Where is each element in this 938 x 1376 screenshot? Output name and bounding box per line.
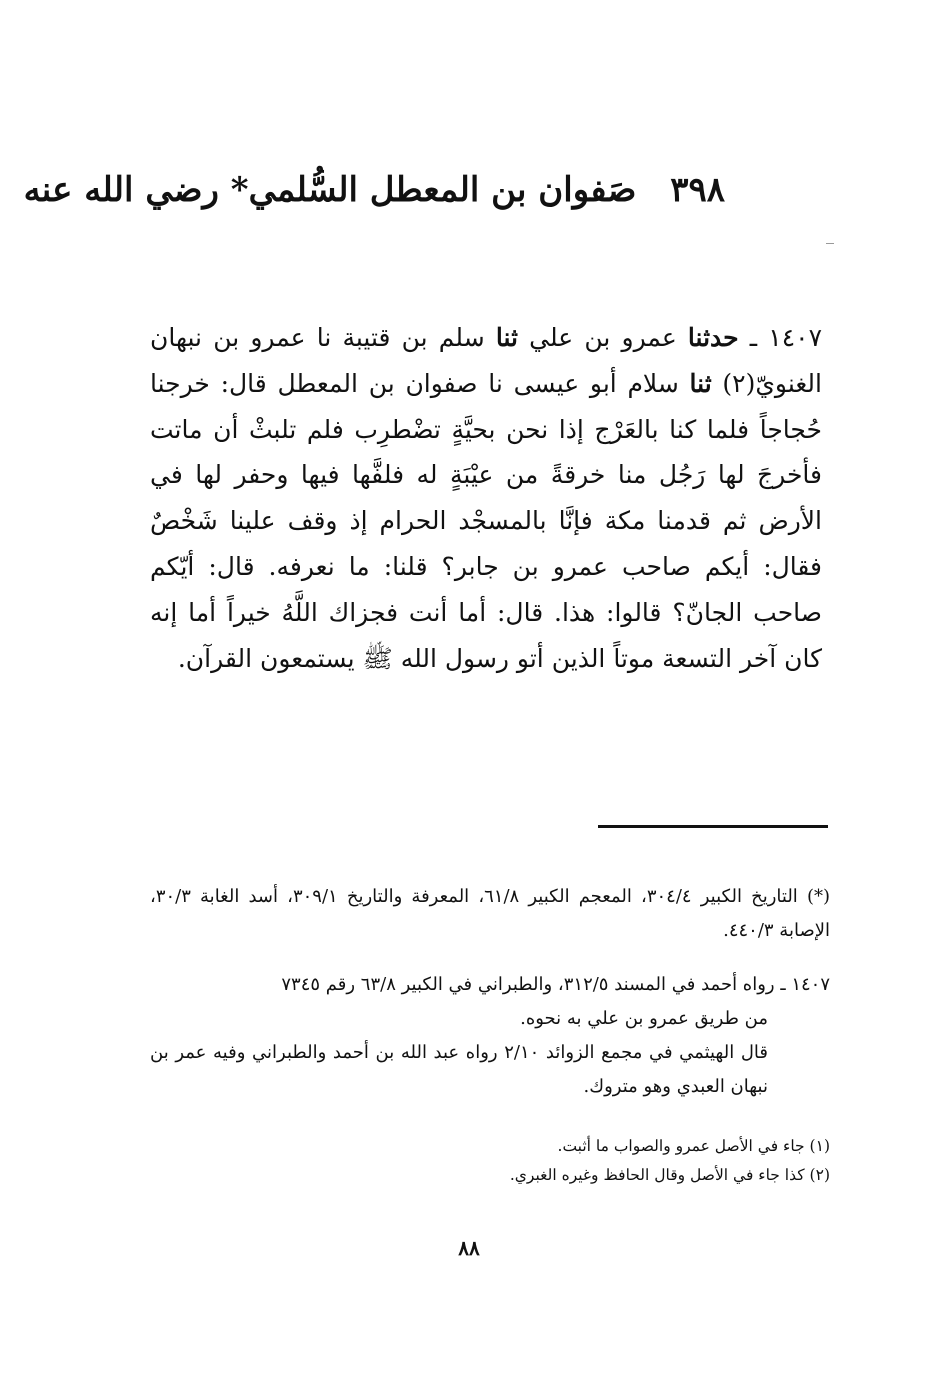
narrator-text: نبهان الغنويّ(٢) [150, 323, 822, 398]
hadith-footnote [150, 968, 830, 1104]
margin-mark [826, 243, 834, 244]
note-1: (١) جاء في الأصل عمرو والصواب ما أثبت. [557, 1137, 830, 1155]
hadith-number: ١٤٠٧ ـ [749, 323, 822, 352]
source-footnote: (*) التاريخ الكبير ٣٠٤/٤، المعجم الكبير ٦١/٨، المعرفة والتاريخ ٣٠٩/١، أسد الغابة ٣٠/٣، الإصابة ٤٤٠/٣. [150, 886, 830, 941]
narrator-text: عمرو بن علي [529, 323, 677, 352]
footnote-line: من طريق عمرو بن علي به نحوه. [520, 1008, 768, 1029]
narrator-text: سلام أبو عيسى نا صفوان بن المعطل قال: خرجنا [150, 368, 679, 398]
page-number: ٨٨ [458, 1236, 480, 1260]
hadith-keyword: حدثنا [687, 323, 739, 352]
hadith-body: حُجاجاً فلما كنا بالعَرْج إذا نحن بحيَّةٍ تضْطرِب فلم تلبثْ أن ماتت فأخرجَ لها رَجُل منا خرقةً من عيْبَةٍ له فلفَّها فيها وحفر لها في الأرض ثم قدمنا مكة فإنَّا بالمسجْد الحرام إذ وقف علينا شَخْصٌ فقال: أيكم صاحب عمرو بن جابر؟ قلنا: ما نعرفه. قال: أيّكم صاحب الجانّ؟ قالوا: هذا. قال: أما أنت فجزاك اللَّهُ خيراً أما إنه كان آخر التسعة موتاً الذين أتو رسول الله ﷺ يستمعون القرآن. [150, 414, 822, 673]
section-title: صَفوان بن المعطل السُّلمي* رضي الله عنه [23, 170, 637, 210]
section-heading [23, 168, 725, 212]
section-number: ٣٩٨ [670, 170, 725, 210]
numbered-notes [150, 1132, 830, 1190]
narration-keyword: ثنا [689, 368, 712, 398]
footnote-line: ١٤٠٧ ـ رواه أحمد في المسند ٣١٢/٥، والطبراني في الكبير ٦٣/٨ رقم ٧٣٤٥ [281, 974, 830, 995]
footnote-line: قال الهيثمي في مجمع الزوائد ٢/١٠ رواه عبد الله بن أحمد والطبراني وفيه عمر بن نبهان العبدي وهو متروك. [150, 1042, 768, 1097]
narrator-text: سلم بن قتيبة نا عمرو بن [213, 323, 485, 352]
note-2: (٢) كذا جاء في الأصل وقال الحافظ وغيره الغبري. [509, 1166, 830, 1184]
narration-keyword: ثنا [495, 323, 518, 352]
footnote-divider [598, 825, 828, 828]
hadith-text [150, 315, 822, 681]
